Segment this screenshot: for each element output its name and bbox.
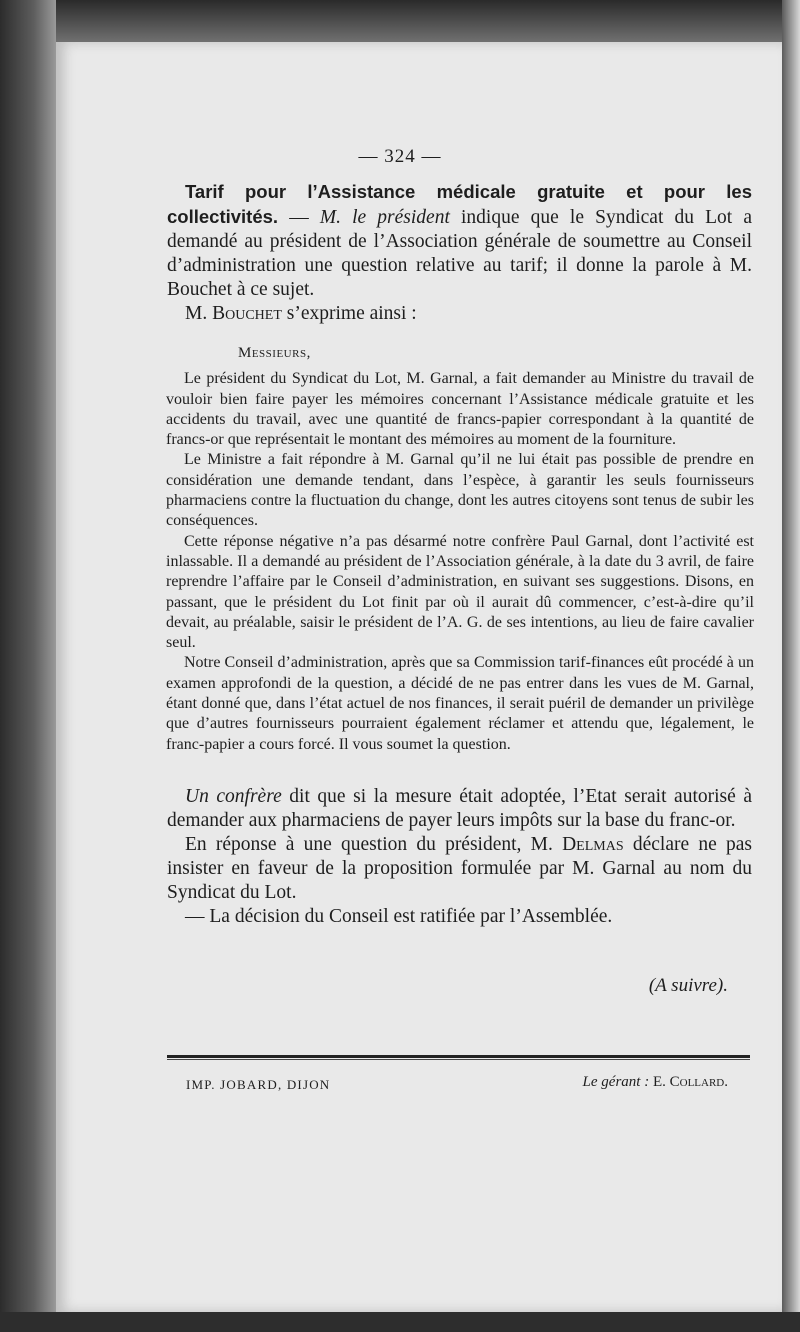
bouchet-intro [167, 302, 752, 326]
facing-page-edge [782, 0, 800, 1332]
page-number: — 324 — [358, 146, 442, 167]
bouchet-text: s’exprime ainsi : [281, 303, 417, 324]
printer-imprint: IMP. JOBARD, DIJON [186, 1077, 331, 1092]
manager-credit [583, 1074, 728, 1091]
heading-paragraph [167, 180, 752, 302]
footer-rule [167, 1055, 750, 1058]
quote-paragraph-2: Le Ministre a fait répondre à M. Garnal qu’il ne lui était pas possible de prendre en considération une demande tendant, dans l’espèce, à garantir les seuls fournisseurs pharmaciens contre la fluctuation du change, dont les autres citoyens sont tenus de subir les conséquences. [166, 451, 754, 530]
bouchet-name: Bouchet [212, 303, 282, 324]
quote-paragraph-4: Notre Conseil d’administration, après que sa Commission tarif-finances eût procédé à un examen approfondi de la question, a décidé de ne pas entrer dans les vues de M. Garnal, étant donné que, dans l’état actuel de nos finances, il serait puéril de demander un privilège que d’autres fournisseurs pourraient également réclamer et attendu que, légalement, le franc-papier a cours forcé. Il vous soumet la question. [166, 654, 754, 753]
discussion-paragraph-2 [167, 833, 752, 905]
delmas-after: déclare ne pas insister en faveur de la proposition formulée par M. Garnal au nom du Syndicat du Lot. [167, 834, 752, 903]
delmas-before: En réponse à une question du président, M. [185, 834, 563, 855]
quoted-address [166, 343, 754, 755]
discussion-paragraph-3: — La décision du Conseil est ratifiée par l’Assemblée. [185, 906, 613, 927]
discussion-paragraph-1 [167, 785, 752, 833]
confrere-text: dit que si la mesure était adoptée, l’Etat serait autorisé à demander aux pharmaciens de payer leurs impôts sur la base du franc-or. [167, 786, 753, 831]
section-heading-block [167, 180, 752, 326]
book-spine-shadow [0, 0, 56, 1332]
quote-paragraph-3: Cette réponse négative n’a pas désarmé notre confrère Paul Garnal, dont l’activité est inlassable. Il a demandé au président de l’Association générale, à la date du 3 avril, de faire reprendre l’affaire par le Conseil d’administration, en suivant ses suggestions. Disons, en passant, que le président du Lot finit par où il aurait dû commencer, c’est-à-dire qu’il devait, au préalable, saisir le président de l’A. G. de ses intentions, au lieu de faire cavalier seul. [166, 532, 754, 652]
speaker-name: M. le président [319, 207, 450, 228]
section-title: Tarif pour l’Assistance médicale gratuite et pour les collectivités. [167, 181, 752, 227]
scan-top-edge [0, 0, 800, 42]
discussion-block [167, 785, 752, 929]
confrere-label: Un confrère [185, 786, 282, 807]
bouchet-prefix: M. [185, 303, 213, 324]
quote-paragraph-1: Le président du Syndicat du Lot, M. Garnal, a fait demander au Ministre du travail de vouloir bien faire payer les mémoires concernant l’Assistance médicale gratuite et les accidents du travail, avec une quantité de francs-papier correspondant à la quantité de francs-or que représentait le montant des mémoires au moment de la fourniture. [166, 370, 754, 449]
manager-label: Le gérant : [582, 1074, 650, 1090]
to-be-continued: (A suivre). [648, 975, 728, 996]
manager-name: E. Collard. [652, 1074, 728, 1090]
scan-bottom-edge [0, 1312, 800, 1332]
delmas-name: Delmas [562, 834, 624, 855]
heading-dash: — [278, 207, 320, 228]
footer-rule-thin [167, 1059, 750, 1060]
heading-text: indique que le Syndicat du Lot a demandé au président de l’Association générale de soumettre au Conseil d’administration une question relative au tarif; il donne la parole à M. Bouchet à ce sujet. [167, 207, 753, 300]
salutation: Messieurs, [238, 345, 311, 361]
